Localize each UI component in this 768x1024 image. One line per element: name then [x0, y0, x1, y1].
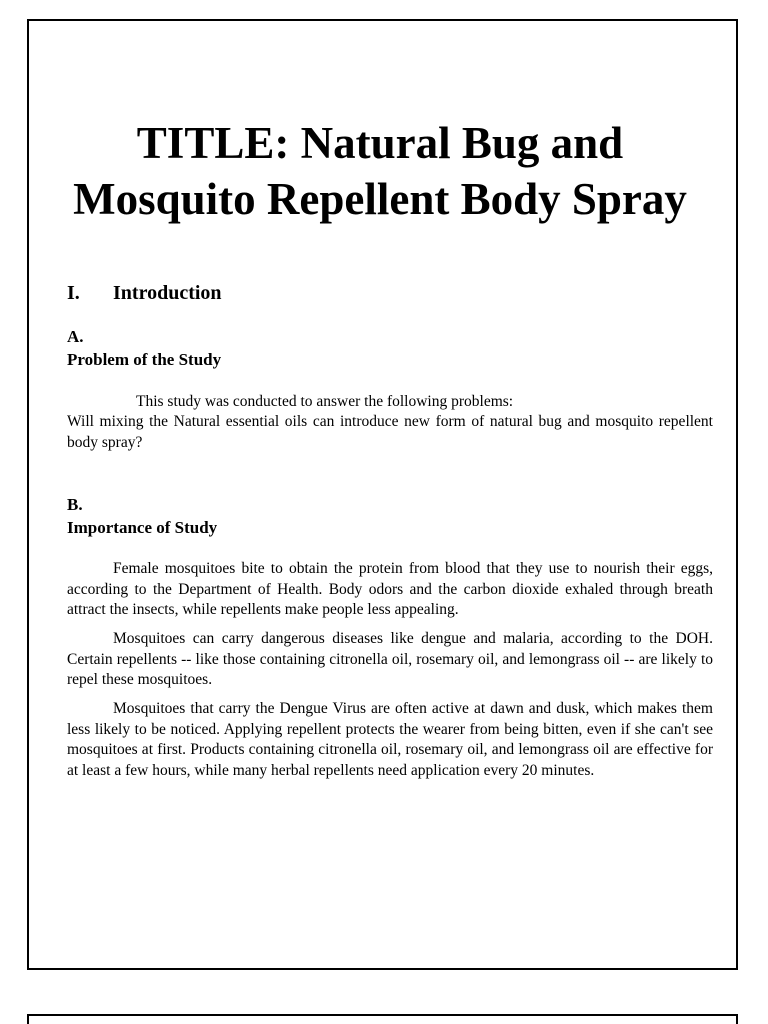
subsection-a-letter: A.: [67, 327, 84, 346]
problem-intro: This study was conducted to answer the following problems:: [136, 393, 514, 410]
importance-paragraph-2: Mosquitoes can carry dangerous diseases like dengue and malaria, according to the DOH. Certain repellents -- like those containing citronella oil, rosemary oil, and lemongrass oil -- are likely to repel these mosquitoes.: [67, 630, 713, 688]
importance-paragraph-1: Female mosquitoes bite to obtain the protein from blood that they use to nourish their eggs, according to the Department of Health. Body odors and the carbon dioxide exhaled through breath attract the insects, while repellents make people less appealing.: [67, 560, 713, 618]
next-page-frame: [27, 1014, 738, 1024]
problem-question: Will mixing the Natural essential oils can introduce new form of natural bug and mosquito repellent body spray?: [67, 413, 713, 451]
subsection-b-letter: B.: [67, 495, 83, 514]
section-heading: [67, 281, 222, 305]
subsection-b-title: Importance of Study: [67, 518, 218, 537]
importance-paragraph-3: Mosquitoes that carry the Dengue Virus are often active at dawn and dusk, which makes them less likely to be noticed. Applying repellent protects the wearer from being bitten, even if she can't see mosquitoes at first. Products containing citronella oil, rosemary oil, and lemongrass oil are effective for at least a few hours, while many herbal repellents need application every 20 minutes.: [67, 700, 713, 779]
section-number: I.: [67, 282, 80, 304]
document-title: TITLE: Natural Bug and Mosquito Repellent Body Spray: [73, 118, 687, 224]
subsection-a-title: Problem of the Study: [67, 350, 222, 369]
section-heading-text: Introduction: [113, 282, 222, 304]
